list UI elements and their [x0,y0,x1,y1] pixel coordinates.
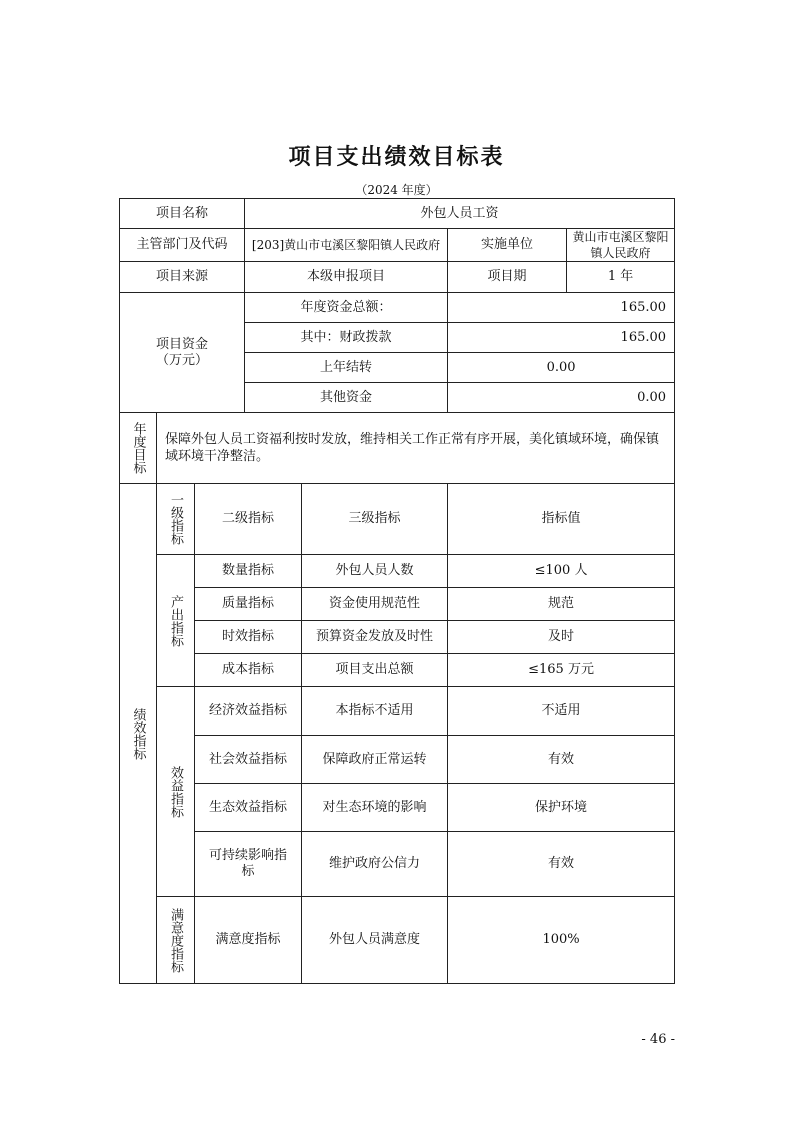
satisfaction-l3: 外包人员满意度 [302,897,448,984]
funds-total-value: 165.00 [448,293,675,323]
period-value: 1 年 [567,262,675,293]
dept-label: 主管部门及代码 [120,229,245,262]
impl-label: 实施单位 [448,229,567,262]
output-value: ≤100 人 [448,555,675,588]
satisfaction-l2: 满意度指标 [195,897,302,984]
header-value: 指标值 [448,484,675,555]
funds-fiscal-label: 其中：财政拨款 [245,323,448,353]
project-name-label: 项目名称 [120,199,245,229]
benefit-l3: 本指标不适用 [302,687,448,736]
performance-table [119,198,675,984]
benefit-value: 保护环境 [448,784,675,832]
table-row [120,621,675,654]
benefit-label: 效益指标 [157,687,195,897]
funds-fiscal-value: 165.00 [448,323,675,353]
benefit-l2: 可持续影响指标 [195,832,302,897]
fiscal-year: （2024 年度） [355,183,438,197]
satisfaction-value: 100% [448,897,675,984]
table-row [120,832,675,897]
benefit-value: 有效 [448,736,675,784]
impl-unit-value: 黄山市屯溪区黎阳镇人民政府 [567,229,675,262]
table-row [120,555,675,588]
output-value: ≤165 万元 [448,654,675,687]
funds-label: 项目资金（万元） [120,293,245,413]
row-annual-goal [120,413,675,484]
benefit-value: 不适用 [448,687,675,736]
output-label: 产出指标 [157,555,195,687]
funds-other-value: 0.00 [448,383,675,413]
output-l3: 项目支出总额 [302,654,448,687]
row-funds-total [120,293,675,323]
output-l3: 外包人员人数 [302,555,448,588]
output-l2: 成本指标 [195,654,302,687]
table-row [120,687,675,736]
goal-label: 年度目标 [120,413,157,484]
benefit-l2: 社会效益指标 [195,736,302,784]
benefit-l3: 对生态环境的影响 [302,784,448,832]
indicators-label: 绩效指标 [120,484,157,984]
header-level1: 一级指标 [157,484,195,555]
source-value: 本级申报项目 [245,262,448,293]
row-source [120,262,675,293]
table-row [120,654,675,687]
dept-value: [203]黄山市屯溪区黎阳镇人民政府 [245,229,448,262]
output-l3: 资金使用规范性 [302,588,448,621]
output-l2: 时效指标 [195,621,302,654]
goal-text: 保障外包人员工资福利按时发放，维持相关工作正常有序开展，美化镇域环境，确保镇域环境干净整洁。 [157,413,675,484]
benefit-l2: 经济效益指标 [195,687,302,736]
project-name-value: 外包人员工资 [245,199,675,229]
funds-carryover-label: 上年结转 [245,353,448,383]
benefit-value: 有效 [448,832,675,897]
benefit-l2: 生态效益指标 [195,784,302,832]
page-number: - 46 - [641,1032,675,1047]
row-department [120,229,675,262]
output-value: 规范 [448,588,675,621]
output-l3: 预算资金发放及时性 [302,621,448,654]
table-row [120,897,675,984]
source-label: 项目来源 [120,262,245,293]
table-row [120,736,675,784]
page-title: 项目支出绩效目标表 [288,145,505,170]
output-l2: 数量指标 [195,555,302,588]
output-value: 及时 [448,621,675,654]
table-row [120,588,675,621]
period-label: 项目期 [448,262,567,293]
table-row [120,784,675,832]
funds-carryover-value: 0.00 [448,353,675,383]
satisfaction-label: 满意度指标 [157,897,195,984]
funds-total-label: 年度资金总额： [245,293,448,323]
row-indicator-header [120,484,675,555]
benefit-l3: 保障政府正常运转 [302,736,448,784]
funds-other-label: 其他资金 [245,383,448,413]
output-l2: 质量指标 [195,588,302,621]
row-project-name [120,199,675,229]
header-level2: 二级指标 [195,484,302,555]
benefit-l3: 维护政府公信力 [302,832,448,897]
header-level3: 三级指标 [302,484,448,555]
